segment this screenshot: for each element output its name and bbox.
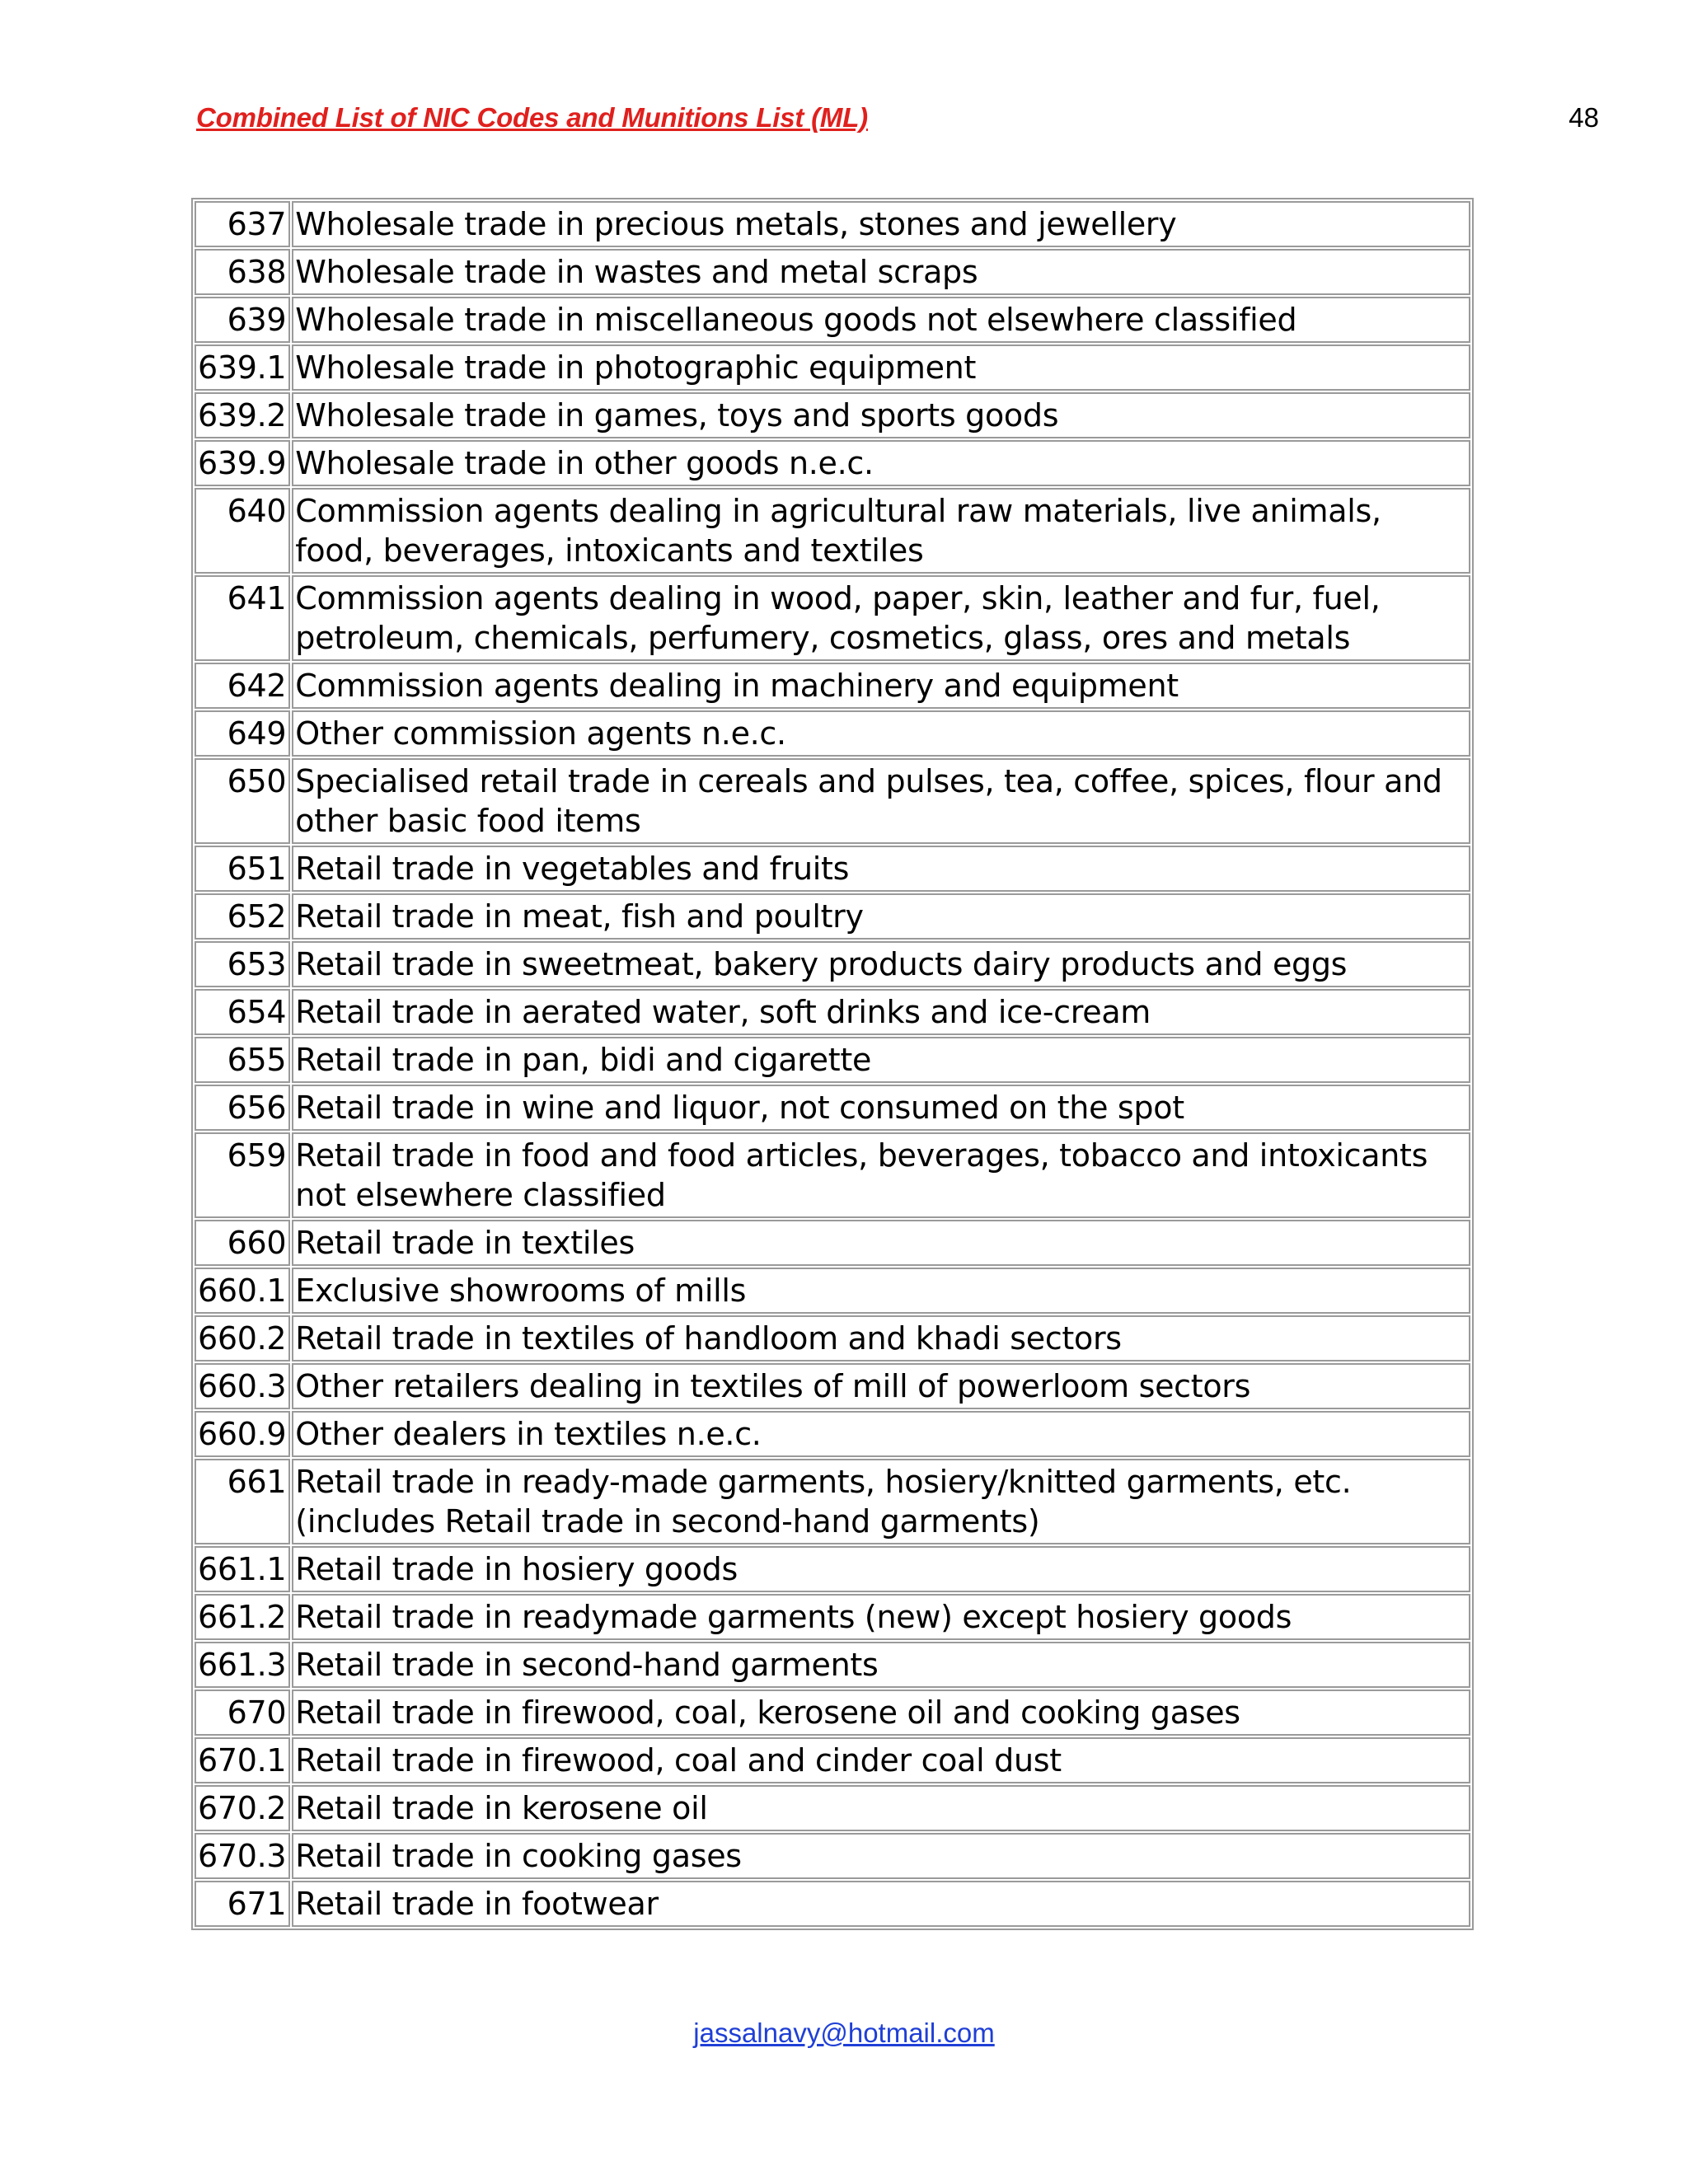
- nic-code-cell: 639.1: [195, 344, 290, 391]
- nic-description-cell: Retail trade in firewood, coal, kerosene oil and cooking gases: [292, 1690, 1470, 1736]
- table-row: [195, 392, 1470, 438]
- nic-code-cell: 660.2: [195, 1315, 290, 1361]
- nic-description-cell: Retail trade in firewood, coal and cinder coal dust: [292, 1737, 1470, 1783]
- table-row: [195, 1363, 1470, 1409]
- nic-description-cell: Other dealers in textiles n.e.c.: [292, 1411, 1470, 1457]
- nic-description-cell: Other commission agents n.e.c.: [292, 710, 1470, 757]
- nic-description-cell: Commission agents dealing in wood, paper, skin, leather and fur, fuel, petroleum, chemicals, perfumery, cosmetics, glass, ores and metals: [292, 575, 1470, 661]
- nic-code-cell: 638: [195, 249, 290, 295]
- nic-code-cell: 649: [195, 710, 290, 757]
- table-row: [195, 1268, 1470, 1314]
- table-row: [195, 1546, 1470, 1592]
- table-row: [195, 1642, 1470, 1688]
- nic-code-cell: 641: [195, 575, 290, 661]
- table-row: [195, 710, 1470, 757]
- nic-code-cell: 671: [195, 1881, 290, 1927]
- nic-code-cell: 639: [195, 297, 290, 343]
- footer-email-link[interactable]: jassalnavy@hotmail.com: [693, 2018, 995, 2048]
- table-row: [195, 1594, 1470, 1640]
- nic-code-cell: 637: [195, 201, 290, 247]
- nic-code-cell: 661.2: [195, 1594, 290, 1640]
- table-row: [195, 344, 1470, 391]
- nic-description-cell: Retail trade in cooking gases: [292, 1833, 1470, 1879]
- nic-description-cell: Commission agents dealing in agricultural raw materials, live animals, food, beverages, intoxicants and textiles: [292, 488, 1470, 574]
- table-row: [195, 488, 1470, 574]
- table-row: [195, 758, 1470, 844]
- nic-code-cell: 639.2: [195, 392, 290, 438]
- nic-description-cell: Wholesale trade in photographic equipment: [292, 344, 1470, 391]
- nic-description-cell: Wholesale trade in wastes and metal scraps: [292, 249, 1470, 295]
- table-row: [195, 201, 1470, 247]
- table-row: [195, 846, 1470, 892]
- nic-description-cell: Exclusive showrooms of mills: [292, 1268, 1470, 1314]
- nic-code-cell: 642: [195, 663, 290, 709]
- nic-description-cell: Retail trade in hosiery goods: [292, 1546, 1470, 1592]
- table-row: [195, 1037, 1470, 1083]
- nic-description-cell: Retail trade in second-hand garments: [292, 1642, 1470, 1688]
- nic-code-cell: 660: [195, 1220, 290, 1266]
- nic-description-cell: Retail trade in footwear: [292, 1881, 1470, 1927]
- nic-description-cell: Retail trade in ready-made garments, hosiery/knitted garments, etc. (includes Retail trade in second-hand garments): [292, 1459, 1470, 1544]
- nic-description-cell: Wholesale trade in other goods n.e.c.: [292, 440, 1470, 486]
- nic-description-cell: Retail trade in vegetables and fruits: [292, 846, 1470, 892]
- nic-code-cell: 653: [195, 941, 290, 987]
- nic-code-cell: 654: [195, 989, 290, 1035]
- nic-code-cell: 661.1: [195, 1546, 290, 1592]
- nic-codes-table: [191, 198, 1474, 1930]
- table-row: [195, 893, 1470, 940]
- nic-code-cell: 651: [195, 846, 290, 892]
- table-row: [195, 440, 1470, 486]
- nic-description-cell: Retail trade in readymade garments (new) except hosiery goods: [292, 1594, 1470, 1640]
- nic-code-cell: 652: [195, 893, 290, 940]
- table-row: [195, 1459, 1470, 1544]
- nic-codes-table-body: [195, 201, 1470, 1927]
- table-row: [195, 1411, 1470, 1457]
- nic-description-cell: Wholesale trade in miscellaneous goods not elsewhere classified: [292, 297, 1470, 343]
- nic-description-cell: Retail trade in meat, fish and poultry: [292, 893, 1470, 940]
- table-row: [195, 1690, 1470, 1736]
- nic-description-cell: Retail trade in kerosene oil: [292, 1785, 1470, 1831]
- nic-code-cell: 670.1: [195, 1737, 290, 1783]
- nic-code-cell: 640: [195, 488, 290, 574]
- nic-description-cell: Wholesale trade in games, toys and sports goods: [292, 392, 1470, 438]
- table-row: [195, 1785, 1470, 1831]
- nic-description-cell: Retail trade in textiles of handloom and khadi sectors: [292, 1315, 1470, 1361]
- nic-description-cell: Commission agents dealing in machinery and equipment: [292, 663, 1470, 709]
- nic-description-cell: Retail trade in aerated water, soft drinks and ice-cream: [292, 989, 1470, 1035]
- table-row: [195, 1132, 1470, 1218]
- nic-code-cell: 655: [195, 1037, 290, 1083]
- nic-description-cell: Retail trade in pan, bidi and cigarette: [292, 1037, 1470, 1083]
- nic-description-cell: Retail trade in food and food articles, beverages, tobacco and intoxicants not elsewhere classified: [292, 1132, 1470, 1218]
- nic-description-cell: Retail trade in textiles: [292, 1220, 1470, 1266]
- table-row: [195, 1833, 1470, 1879]
- nic-code-cell: 660.1: [195, 1268, 290, 1314]
- nic-code-cell: 670.2: [195, 1785, 290, 1831]
- document-title: Combined List of NIC Codes and Munitions List (ML): [196, 102, 868, 133]
- table-row: [195, 297, 1470, 343]
- table-row: [195, 1315, 1470, 1361]
- nic-code-cell: 650: [195, 758, 290, 844]
- page-number: 48: [1568, 102, 1599, 133]
- table-row: [195, 1085, 1470, 1131]
- table-row: [195, 1881, 1470, 1927]
- nic-code-cell: 670.3: [195, 1833, 290, 1879]
- nic-description-cell: Wholesale trade in precious metals, stones and jewellery: [292, 201, 1470, 247]
- page-header: [196, 97, 1599, 138]
- nic-description-cell: Retail trade in sweetmeat, bakery products dairy products and eggs: [292, 941, 1470, 987]
- nic-code-cell: 660.9: [195, 1411, 290, 1457]
- table-row: [195, 1737, 1470, 1783]
- nic-code-cell: 639.9: [195, 440, 290, 486]
- table-row: [195, 1220, 1470, 1266]
- nic-code-cell: 661.3: [195, 1642, 290, 1688]
- nic-code-cell: 660.3: [195, 1363, 290, 1409]
- nic-description-cell: Retail trade in wine and liquor, not consumed on the spot: [292, 1085, 1470, 1131]
- nic-code-cell: 670: [195, 1690, 290, 1736]
- table-row: [195, 941, 1470, 987]
- nic-description-cell: Other retailers dealing in textiles of mill of powerloom sectors: [292, 1363, 1470, 1409]
- page-footer: [0, 2018, 1688, 2049]
- table-row: [195, 663, 1470, 709]
- nic-code-cell: 656: [195, 1085, 290, 1131]
- nic-code-cell: 661: [195, 1459, 290, 1544]
- nic-description-cell: Specialised retail trade in cereals and pulses, tea, coffee, spices, flour and other basic food items: [292, 758, 1470, 844]
- nic-code-cell: 659: [195, 1132, 290, 1218]
- table-row: [195, 249, 1470, 295]
- table-row: [195, 989, 1470, 1035]
- table-row: [195, 575, 1470, 661]
